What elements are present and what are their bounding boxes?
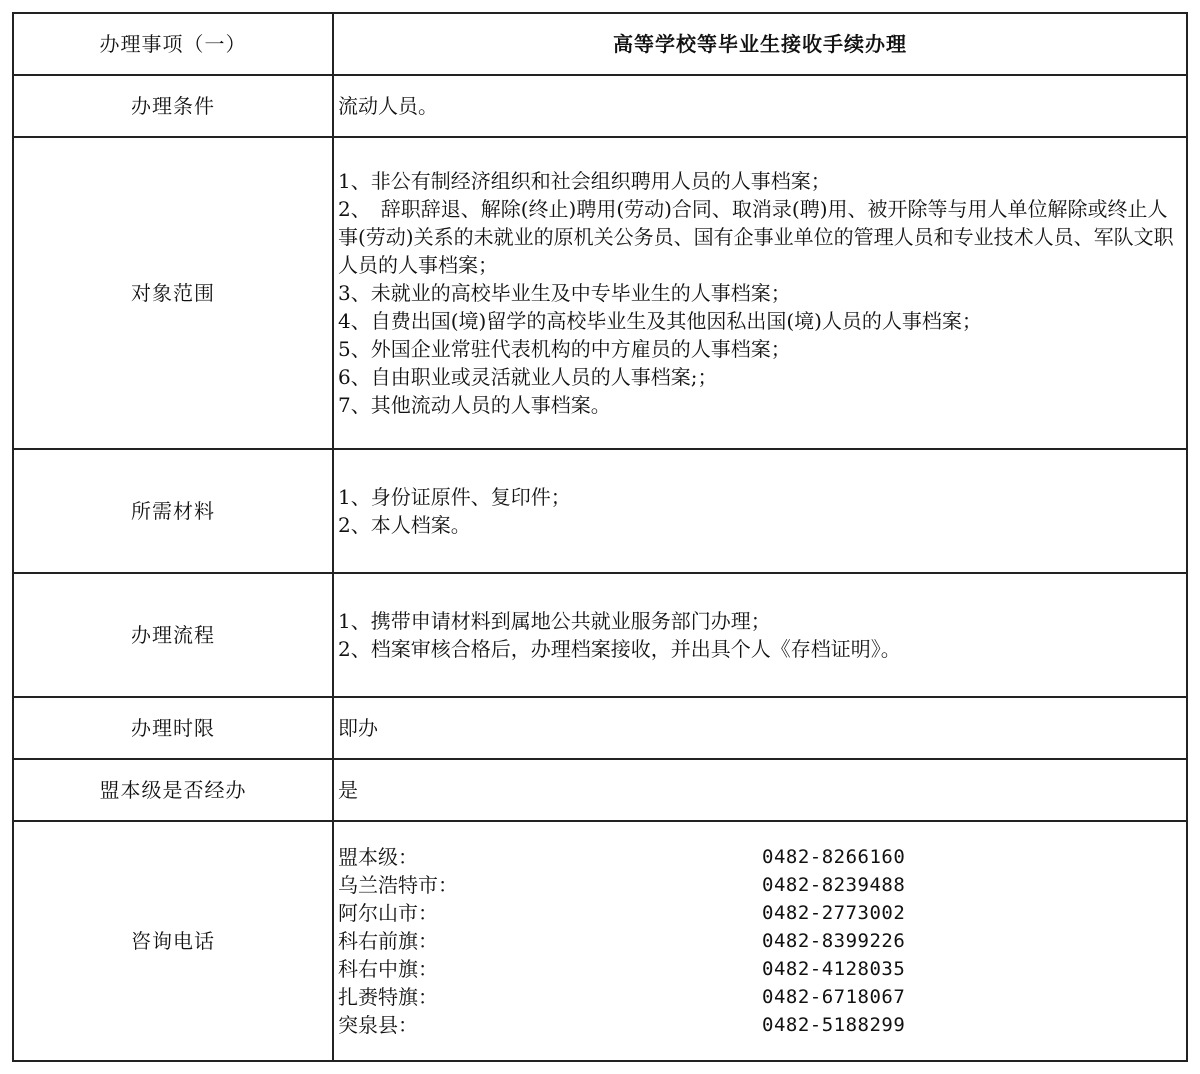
league-level-value: 是 bbox=[333, 759, 1187, 821]
contact-phone: 0482-6718067 bbox=[762, 986, 906, 1008]
materials-label: 所需材料 bbox=[13, 449, 333, 573]
header-label: 办理事项（一） bbox=[13, 13, 333, 75]
materials-row bbox=[13, 449, 1187, 573]
contact-entry bbox=[338, 983, 1180, 1011]
contacts-list bbox=[333, 821, 1187, 1061]
process-row bbox=[13, 573, 1187, 697]
process-step: 1、携带申请材料到属地公共就业服务部门办理； bbox=[338, 609, 771, 633]
contact-entry bbox=[338, 927, 1180, 955]
contacts-label: 咨询电话 bbox=[13, 821, 333, 1061]
header-row bbox=[13, 13, 1187, 75]
scope-label: 对象范围 bbox=[13, 137, 333, 449]
contact-entry bbox=[338, 1011, 1180, 1039]
service-title: 高等学校等毕业生接收手续办理 bbox=[333, 13, 1187, 75]
scope-row bbox=[13, 137, 1187, 449]
scope-item: 5、外国企业常驻代表机构的中方雇员的人事档案； bbox=[338, 337, 791, 361]
materials-item: 2、本人档案。 bbox=[338, 513, 471, 537]
league-level-row bbox=[13, 759, 1187, 821]
contact-area: 科右前旗： bbox=[338, 929, 438, 953]
contact-entry bbox=[338, 955, 1180, 983]
materials-item: 1、身份证原件、复印件； bbox=[338, 485, 571, 509]
contact-area: 阿尔山市： bbox=[338, 901, 438, 925]
process-label: 办理流程 bbox=[13, 573, 333, 697]
contact-area: 突泉县： bbox=[338, 1013, 418, 1037]
league-level-label: 盟本级是否经办 bbox=[13, 759, 333, 821]
service-guide-table bbox=[12, 12, 1188, 1062]
process-step: 2、档案审核合格后，办理档案接收，并出具个人《存档证明》。 bbox=[338, 637, 901, 661]
contact-phone: 0482-2773002 bbox=[762, 902, 906, 924]
contact-phone: 0482-5188299 bbox=[762, 1014, 906, 1036]
scope-item: 1、非公有制经济组织和社会组织聘用人员的人事档案； bbox=[338, 169, 831, 193]
contact-area: 科右中旗： bbox=[338, 957, 438, 981]
conditions-label: 办理条件 bbox=[13, 75, 333, 137]
contact-entry bbox=[338, 871, 1180, 899]
contact-entry bbox=[338, 843, 1180, 871]
contact-area: 乌兰浩特市： bbox=[338, 873, 458, 897]
scope-item: 2、 辞职辞退、解除(终止)聘用(劳动)合同、取消录(聘)用、被开除等与用人单位解除或终止人事(劳动)关系的未就业的原机关公务员、国有企事业单位的管理人员和专业技术人员、军队文职人员的人事档案； bbox=[338, 197, 1174, 277]
conditions-row bbox=[13, 75, 1187, 137]
scope-item: 7、其他流动人员的人事档案。 bbox=[338, 393, 611, 417]
contact-entry bbox=[338, 899, 1180, 927]
contact-area: 盟本级： bbox=[338, 845, 418, 869]
contacts-row bbox=[13, 821, 1187, 1061]
process-list bbox=[333, 573, 1187, 697]
scope-item: 4、自费出国(境)留学的高校毕业生及其他因私出国(境)人员的人事档案； bbox=[338, 309, 982, 333]
contact-phone: 0482-8239488 bbox=[762, 874, 906, 896]
contact-phone: 0482-4128035 bbox=[762, 958, 906, 980]
scope-item: 3、未就业的高校毕业生及中专毕业生的人事档案； bbox=[338, 281, 791, 305]
materials-list bbox=[333, 449, 1187, 573]
scope-list bbox=[333, 137, 1187, 449]
scope-item: 6、自由职业或灵活就业人员的人事档案;； bbox=[338, 365, 718, 389]
contact-phone: 0482-8399226 bbox=[762, 930, 906, 952]
time-limit-value: 即办 bbox=[333, 697, 1187, 759]
time-limit-label: 办理时限 bbox=[13, 697, 333, 759]
contact-area: 扎赉特旗： bbox=[338, 985, 438, 1009]
conditions-value: 流动人员。 bbox=[333, 75, 1187, 137]
contact-phone: 0482-8266160 bbox=[762, 846, 906, 868]
time-limit-row bbox=[13, 697, 1187, 759]
